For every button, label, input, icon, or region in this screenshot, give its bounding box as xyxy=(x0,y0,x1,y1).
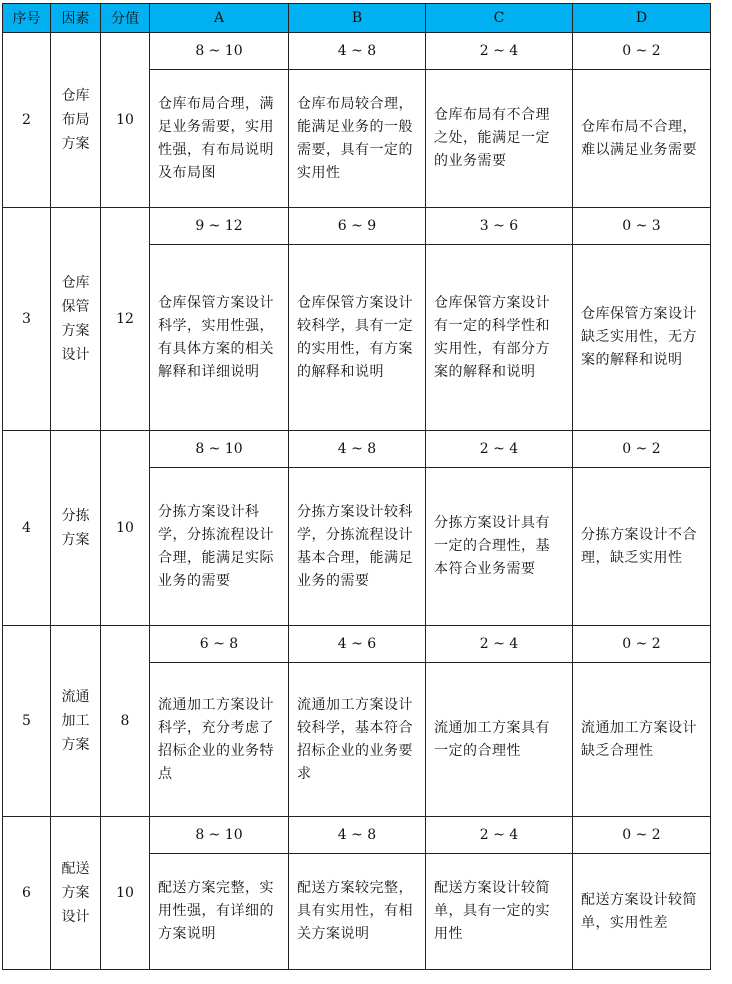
factor-name: 分拣方案 xyxy=(51,431,101,626)
score-range-row xyxy=(3,431,711,468)
score-range: 0 ~ 2 xyxy=(573,817,711,854)
header-c: C xyxy=(426,4,573,33)
criteria-text: 仓库布局有不合理之处，能满足一定的业务需要 xyxy=(426,70,573,208)
score-range: 4 ~ 6 xyxy=(289,626,426,663)
criteria-text: 流通加工方案设计科学，充分考虑了招标企业的业务特点 xyxy=(150,663,289,817)
score-range: 8 ~ 10 xyxy=(150,33,289,70)
criteria-text: 分拣方案设计较科学，分拣流程设计基本合理，能满足业务的需要 xyxy=(289,468,426,626)
row-number: 2 xyxy=(3,33,51,208)
score-range: 2 ~ 4 xyxy=(426,33,573,70)
score-range: 2 ~ 4 xyxy=(426,431,573,468)
score-range: 9 ~ 12 xyxy=(150,208,289,245)
row-number: 6 xyxy=(3,817,51,970)
criteria-text: 配送方案完整，实用性强，有详细的方案说明 xyxy=(150,854,289,970)
score-range: 0 ~ 2 xyxy=(573,626,711,663)
criteria-text: 分拣方案设计科学，分拣流程设计合理，能满足实际业务的需要 xyxy=(150,468,289,626)
score-range: 6 ~ 8 xyxy=(150,626,289,663)
score-range: 4 ~ 8 xyxy=(289,431,426,468)
row-number: 5 xyxy=(3,626,51,817)
criteria-text: 仓库布局较合理，能满足业务的一般需要，具有一定的实用性 xyxy=(289,70,426,208)
criteria-text: 配送方案设计较简单，具有一定的实用性 xyxy=(426,854,573,970)
row-number: 3 xyxy=(3,208,51,431)
header-score: 分值 xyxy=(101,4,150,33)
score-range-row xyxy=(3,208,711,245)
score-range: 4 ~ 8 xyxy=(289,33,426,70)
header-a: A xyxy=(150,4,289,33)
criteria-text: 配送方案较完整，具有实用性，有相关方案说明 xyxy=(289,854,426,970)
criteria-text: 分拣方案设计不合理，缺乏实用性 xyxy=(573,468,711,626)
score-value: 10 xyxy=(101,33,150,208)
criteria-text: 仓库布局不合理，难以满足业务需要 xyxy=(573,70,711,208)
criteria-text: 仓库保管方案设计较科学，具有一定的实用性，有方案的解释和说明 xyxy=(289,245,426,431)
score-range: 4 ~ 8 xyxy=(289,817,426,854)
score-range: 0 ~ 2 xyxy=(573,33,711,70)
score-range: 0 ~ 3 xyxy=(573,208,711,245)
criteria-text: 流通加工方案设计较科学，基本符合招标企业的业务要求 xyxy=(289,663,426,817)
score-value: 12 xyxy=(101,208,150,431)
criteria-text: 仓库布局合理，满足业务需要，实用性强，有布局说明及布局图 xyxy=(150,70,289,208)
score-value: 10 xyxy=(101,431,150,626)
criteria-text: 流通加工方案设计缺乏合理性 xyxy=(573,663,711,817)
criteria-text: 仓库保管方案设计科学，实用性强，有具体方案的相关解释和详细说明 xyxy=(150,245,289,431)
score-value: 8 xyxy=(101,626,150,817)
header-factor: 因素 xyxy=(51,4,101,33)
score-value: 10 xyxy=(101,817,150,970)
factor-name: 流通加工方案 xyxy=(51,626,101,817)
criteria-text: 分拣方案设计具有一定的合理性，基本符合业务需要 xyxy=(426,468,573,626)
score-range: 0 ~ 2 xyxy=(573,431,711,468)
criteria-text: 仓库保管方案设计有一定的科学性和实用性，有部分方案的解释和说明 xyxy=(426,245,573,431)
header-row xyxy=(3,4,711,33)
score-range: 2 ~ 4 xyxy=(426,626,573,663)
score-range-row xyxy=(3,33,711,70)
scoring-table xyxy=(2,3,711,970)
score-range: 3 ~ 6 xyxy=(426,208,573,245)
header-d: D xyxy=(573,4,711,33)
criteria-text: 配送方案设计较简单，实用性差 xyxy=(573,854,711,970)
header-no: 序号 xyxy=(3,4,51,33)
score-range: 6 ~ 9 xyxy=(289,208,426,245)
criteria-text: 仓库保管方案设计缺乏实用性，无方案的解释和说明 xyxy=(573,245,711,431)
score-range: 8 ~ 10 xyxy=(150,431,289,468)
factor-name: 配送方案设计 xyxy=(51,817,101,970)
row-number: 4 xyxy=(3,431,51,626)
score-range: 8 ~ 10 xyxy=(150,817,289,854)
header-b: B xyxy=(289,4,426,33)
factor-name: 仓库保管方案设计 xyxy=(51,208,101,431)
factor-name: 仓库布局方案 xyxy=(51,33,101,208)
score-range: 2 ~ 4 xyxy=(426,817,573,854)
table-body xyxy=(3,33,711,970)
criteria-text: 流通加工方案具有一定的合理性 xyxy=(426,663,573,817)
score-range-row xyxy=(3,817,711,854)
score-range-row xyxy=(3,626,711,663)
